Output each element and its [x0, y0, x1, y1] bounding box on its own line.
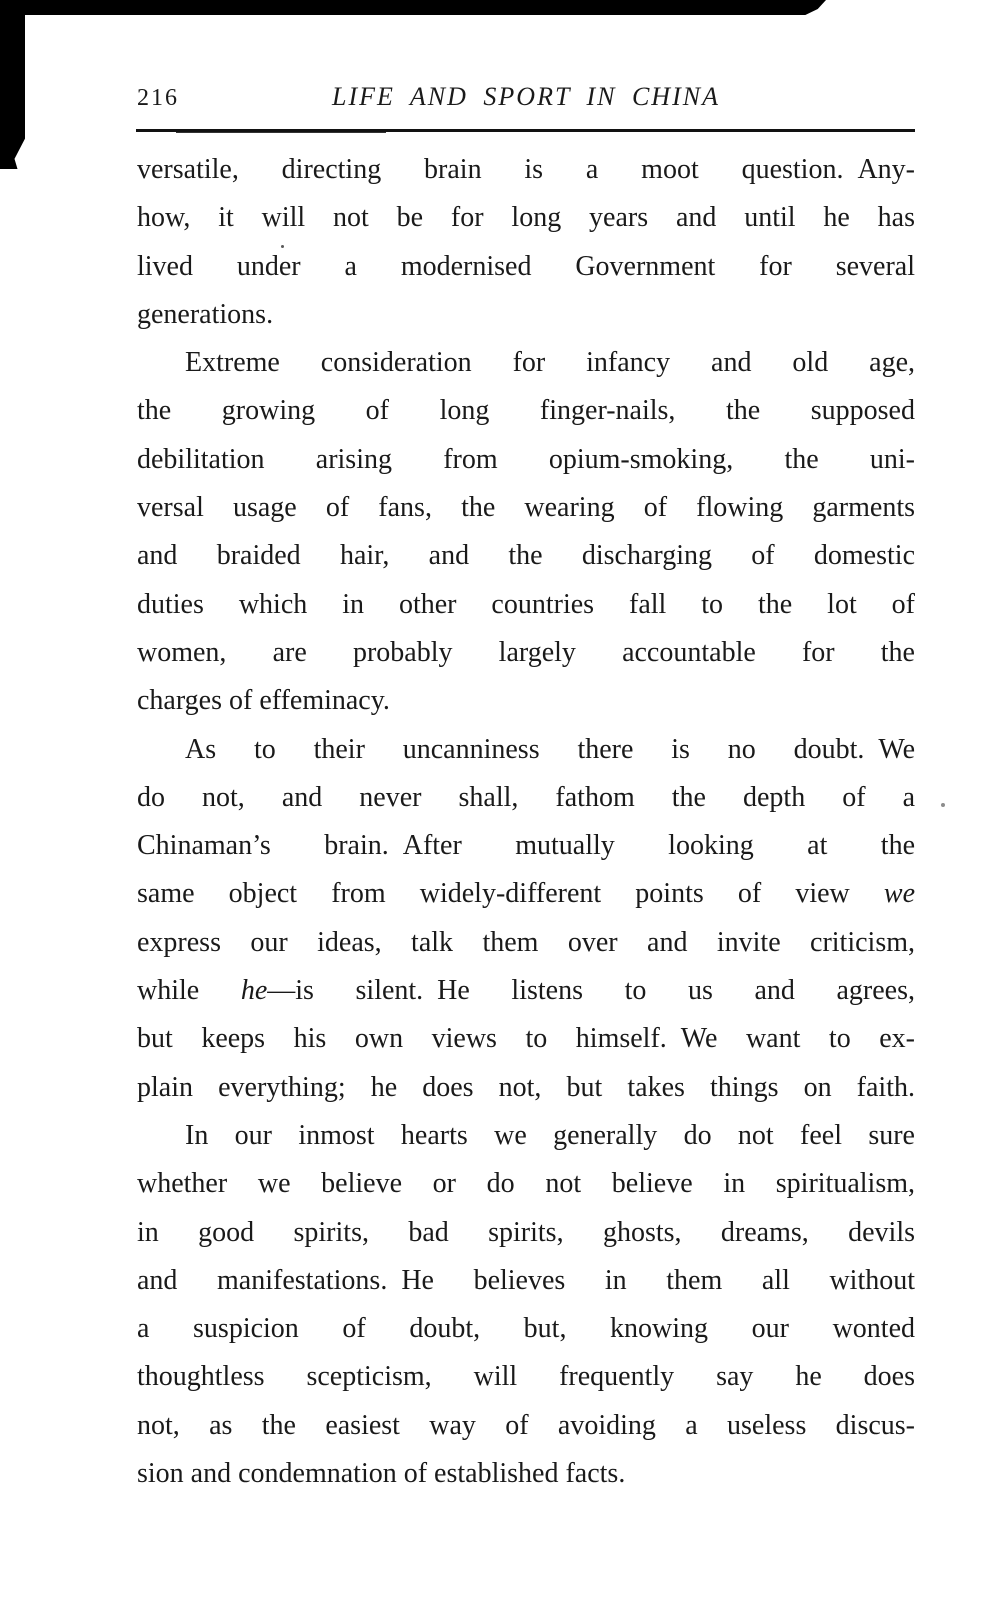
- text-line: Extreme consideration for infancy and old age,: [185, 347, 915, 379]
- text-line: but keeps his own views to himself. We want to ex-: [137, 1023, 915, 1055]
- scan-edge-artifact-top: [0, 0, 826, 15]
- text-segment: —is silent. He listens to us and agrees,: [267, 975, 915, 1007]
- text-line: and braided hair, and the discharging of domestic: [137, 540, 915, 572]
- text-line: As to their uncanniness there is no doubt. We: [185, 733, 915, 765]
- text-line: debilitation arising from opium-smoking, the uni-: [137, 443, 915, 475]
- text-line: the growing of long finger-nails, the supposed: [137, 395, 915, 427]
- text-line: generations.: [137, 298, 274, 330]
- text-segment: same object from widely-different points of view: [137, 878, 884, 910]
- header-rule: [136, 129, 915, 132]
- text-line: versatile, directing brain is a moot question. Any-: [137, 154, 915, 185]
- ink-speck: [281, 245, 284, 248]
- text-line: and manifestations. He believes in them all without: [137, 1264, 915, 1296]
- italic-word: he: [240, 975, 268, 1007]
- text-line: sion and condemnation of established facts.: [137, 1458, 626, 1490]
- text-line: Chinaman’s brain. After mutually looking at the: [137, 830, 915, 862]
- text-line: lived under a modernised Government for several: [137, 250, 915, 282]
- text-line: not, as the easiest way of avoiding a useless discus-: [137, 1409, 915, 1441]
- text-line: In our inmost hearts we generally do not feel sure: [185, 1119, 915, 1151]
- text-line: plain everything; he does not, but takes things on faith.: [137, 1071, 915, 1103]
- italic-word: we: [883, 878, 915, 910]
- text-line: women, are probably largely accountable for the: [137, 636, 915, 668]
- text-line: how, it will not be for long years and until he has: [137, 202, 915, 234]
- text-line: thoughtless scepticism, will frequently say he does: [137, 1361, 915, 1393]
- scan-edge-artifact-left: [0, 0, 25, 169]
- text-line: charges of effeminacy.: [137, 685, 390, 717]
- page-number: 216: [137, 85, 179, 111]
- text-line: [137, 870, 915, 918]
- text-line: in good spirits, bad spirits, ghosts, dreams, devils: [137, 1216, 915, 1248]
- text-line: express our ideas, talk them over and invite criticism,: [137, 926, 915, 958]
- text-segment: while: [137, 975, 241, 1007]
- text-line: do not, and never shall, fathom the depth of a: [137, 781, 915, 813]
- text-line: versal usage of fans, the wearing of flowing garments: [137, 492, 915, 524]
- text-line: whether we believe or do not believe in spiritualism,: [137, 1168, 915, 1200]
- text-line: [137, 967, 915, 1015]
- ink-speck: [941, 803, 945, 807]
- page-header: [137, 82, 915, 116]
- text-line: duties which in other countries fall to the lot of: [137, 588, 915, 620]
- text-line: a suspicion of doubt, but, knowing our wonted: [137, 1313, 915, 1345]
- body-text: [137, 146, 915, 1498]
- running-title: LIFE AND SPORT IN CHINA: [332, 82, 720, 111]
